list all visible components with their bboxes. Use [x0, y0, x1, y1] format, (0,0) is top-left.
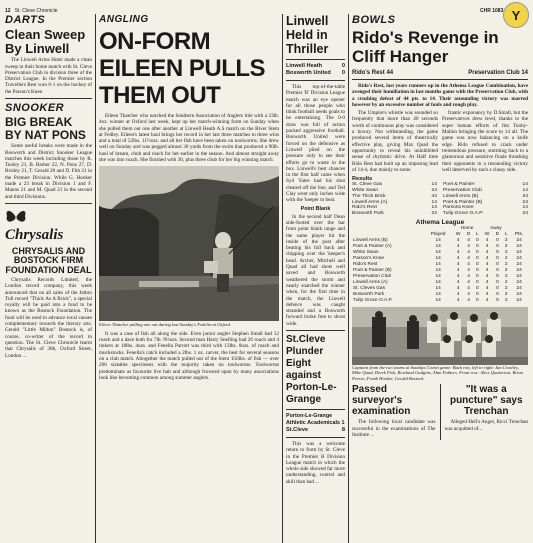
chrysalis-logo-text: Chrysalis [5, 226, 64, 243]
table-row: Preservation Club 14 4 4 0 4 0 2 24 [353, 273, 522, 279]
results-row: The Thick Brick 44 Linwell Arms (B) 24 [352, 193, 528, 199]
table-header-cell: L [504, 231, 508, 237]
column-bowls [352, 14, 528, 543]
column-rule [440, 384, 441, 440]
page-number: 12 [5, 8, 11, 14]
column-rule [95, 14, 96, 543]
result-row: St.Cleve 8 [286, 426, 345, 433]
section-bowls: BOWLS [352, 14, 396, 26]
article-darts: The Linwell Arms Hotel made a clean sweep in their home match with St. Cleve Preservation Club in division three of the District League. In the Premier section Travellers Rest won 6-1 on the hockey of the Parson's Knee. [5, 57, 92, 95]
article-rido-col-a: The Umpire's whistle was sounded so frequently that more than 40 seconds worth of continuous play was considered a luxury. Not withstanding, the game produced several items of theatrically effective play, giving Max Quad the opportunity to reveal his uninhibited sense of rhythmic drive. At Half time Rido Rest had built up an imposing lead of 14-4, due mainly to some [352, 110, 438, 173]
table-header-cell: D [495, 231, 500, 237]
result-row: Linwell Heath 0 [286, 63, 345, 69]
divider [5, 98, 92, 99]
divider [352, 79, 528, 80]
results-row: Linwell Arms (A) 14 Poet & Painter (B) 24 [352, 199, 528, 205]
article-angling-continued: It was a case of fish all along the side. Even junior angler Stephen Small had 12 roach and a dace both for 7lb. 9½ozs. Second man Harry Snelling had 26 roach and 4 tinkers at 18lbs. 4ozs. and Fenella Parrott was third with 13lbs. 8ozs. of roach and muckstocks. Fenella's catch included a 2lbs. 1 oz. carver, the best for several seasons on a club match. Altogether the match pulled out of the Stem 156lbs. of fish — over 266 sizeable specimens with the majority taken on toolworms. Toolworms predominate as favourite live bait and although frowned upon by many associations look like becoming common among summer anglers. [99, 330, 279, 381]
section-darts: DARTS [5, 14, 46, 26]
headline-chrysalis-deal: CHRYSALIS AND BOSTOCK FIRM FOUNDATION DEAL [5, 245, 92, 275]
table-row: Parson's Knee 14 4 4 0 4 0 2 24 [353, 255, 522, 261]
result-row: Porton-Le-Grange Athletic Academicals 1 [286, 412, 345, 426]
article-linwell: This top-of-the-table Premier 'B' Division League match was an eye opener for all those people who think football needs goals to be entertaining. The 0-0 draw was full of action packed aggressive football. Bosworth United were forced on the defensive as Linwell piled on the pressure only to see their efforts go to waste in the box. Linwell's best chances in the first half came when Syd Yates had his shot cleared off the line, and Ted Clay went only inches wide with the 'keeper to beat. [286, 84, 345, 204]
table-header-cell: Pts. [514, 231, 524, 237]
results-title: Results [352, 176, 373, 183]
headline-st-cleve-plunder: St.Cleve Plunder Eight against Porton-Le-Grange [286, 333, 337, 405]
article-linwell-continued: In the second half Dean side-footed over the bar from point blank range and the same player hit the inside of the post after beating his full back and chipping over the 'keeper's head. Archer, Mitchell and Quad all had shots well saved and Bosworth weathered the storm and nearly snatched the winner when, for the first time in the match, the Linwell defence was caught stranded and a Bosworth forward broke free to shoot wide. [286, 213, 345, 327]
results-row: Rido's Rest 14 Parsons Knee 14 [352, 205, 528, 211]
table-header-cell: Played [430, 231, 446, 237]
table-row: St. Cleves Gas 14 4 4 0 4 0 2 24 [353, 285, 522, 291]
column-angling [99, 14, 279, 543]
table-group-header: Home Away [460, 225, 502, 231]
headline-linwell: Linwell Held in Thriller [286, 14, 329, 56]
table-row: Bosworth Park 14 4 4 0 4 0 2 24 [353, 291, 522, 297]
article-chrysalis: Chrysalis Records Limited, the London record company, this week announced that on all sales of the Jethro Tull record "Thick As A Brick", a special royalty will be paid into a fund to be known as the Bostock Foundation. The fund will be used to advance local causes complementary towards the literary arts. Gerald "Little Milton" Bostock is, of course, co-writer of the record in question. The St. Cleve Chronicle learnt that Chrysalis of 38b, Oxford Street, London ... [5, 276, 92, 359]
article-st-cleve: This was a welcome return to form by St. Cleve in the Premier B Division League match in which the whole side showed far more understanding, control and skill than had ... [286, 440, 345, 485]
headline-surveyor: Passed surveyor's examination [352, 384, 411, 418]
angler-photo [99, 166, 279, 321]
column-left [5, 14, 92, 543]
table-row: Tulip Grove O.A.P. 14 4 4 0 4 0 2 24 [353, 297, 522, 303]
section-angling: ANGLING [99, 14, 149, 25]
divider [5, 203, 92, 204]
bottom-articles [352, 384, 528, 440]
results-row: White Swan 24 Preservation Club 14 [352, 187, 528, 193]
article-snooker: Some useful breaks were made in the Bosworth and District Snooker League matches this week including those by R. Tooley 21, B. Barber 22, N. Pons 27, D. Brisley 21, T. Gerald 28 and D. Fith 21 in the Premier Division. While G. Hooker made a 23 break in Division 1 and F. Manns 21 and M. Quad 21 in the second and third Divisions. [5, 143, 92, 200]
paper-name: St. Cleve Chronicle [14, 8, 58, 14]
captains-photo-image [352, 307, 528, 365]
divider [286, 80, 345, 81]
headline-clean-sweep: Clean Sweep By Linwell [5, 27, 86, 56]
chrysalis-brand [5, 208, 92, 226]
table-header-cell: L [476, 231, 479, 237]
divider [286, 409, 345, 410]
divider [286, 330, 345, 331]
article-surveyor [352, 384, 436, 440]
article-surveyor-text: The following local candidate was successful in the examinations of The Institute ... [352, 419, 436, 439]
table-header-cell: W [455, 231, 461, 237]
table-row: Poet & Painter (A) 14 4 4 0 4 0 2 24 [353, 243, 522, 249]
article-angling: Eileen Thatcher who notched the Southern Association of Anglers title with a 23lb. 4oz. winner at Oxford last week, kept up her match-winning form on Sunday when she pulled them out one after another at Linwell Heath A.S match on the River Stem at Fedley. Eileen's latest haul brings her record in her last three matches to three wins and a total of 52lbs. 11½ozs. and all her fish have been taken on toolworms. She drew well on Sunday and was pegged almost 30 yards from the swim that produced a 90lb. haul of bream, chub and roach for her earlier in the season. And almost straight away she was into roach. She finished with 30, plus three chub for her big winning match. [99, 113, 279, 164]
butterfly-icon [5, 208, 27, 226]
divider [286, 437, 345, 438]
article-puncture-text: Alleged Hell's Angel, Ricci Trenchan was acquitted of... [444, 419, 528, 432]
catalog-number: CHR 1083 [480, 8, 504, 14]
league-title: Athema League [415, 218, 465, 226]
table-header-cell: D [466, 231, 471, 237]
y-logo-icon: Y [503, 2, 529, 28]
photo-caption: Eileen Thatcher pulling one out during last Sunday's Fedelin at Oxford. [99, 322, 232, 328]
headline-big-break: BIG BREAK BY NAT PONS [5, 115, 86, 142]
headline-puncture: "It was a puncture" says Trenchan [449, 384, 523, 418]
results-row: St. Cleve Gas 14 Poet & Painter 14 [352, 182, 528, 188]
column-football [286, 14, 345, 543]
table-header-cell: W [484, 231, 490, 237]
table-row: Linwell Arms (A) 14 4 4 0 4 0 2 24 [353, 279, 522, 285]
table-row: Linwell Arms (B) 14 4 4 0 4 0 2 24 [353, 237, 522, 243]
league-table [352, 226, 528, 304]
column-rule [348, 14, 349, 543]
article-rido-lead: Rido's Rest, last years runners up in the Athema League Combination, have avenged their humiliation in last months game with the Preservation Club, with a crushing defeat of 44 pts. to 14. Their astounding victory was marred however by an excessive number of fouls and rough play. [352, 83, 528, 108]
result-row: Bosworth United 0 [286, 70, 345, 76]
column-rule [282, 14, 283, 543]
table-row: Rido's Rest 14 4 4 0 4 0 2 24 [353, 261, 522, 267]
article-rido-columns [352, 110, 528, 174]
subhead-point-blank: Point Blank [300, 205, 331, 212]
table-row: White Swan 14 4 4 0 4 0 2 24 [353, 249, 522, 255]
results-row: Bosworth Park 24 Tulip Grove O.A.P. 24 [352, 211, 528, 217]
captains-photo [352, 307, 528, 365]
results-list [352, 182, 528, 217]
section-snooker: SNOOKER [5, 102, 65, 115]
divider [286, 59, 345, 60]
result-row: Rido's Rest 44 Preservation Club 14 [352, 70, 528, 76]
captains-caption: Captains from the two teams at Sundays Comet game: Back row, left to right: Ian Crawley, Mike Quad, Derek Fish, Rowland Gudgins, Alan Fathers. Front row: Alice Quaterson, Brian Peerse, Frank Hooker, Gerald Bostock. [352, 364, 523, 381]
table-row: Poet & Painter (B) 14 4 4 0 4 0 2 24 [353, 267, 522, 273]
headline-rido: Rido's Revenge in Cliff Hanger [352, 28, 499, 66]
article-rido-col-b: frantic exponancy by D.Small, but the Preservatives drew level, thanks to the super human efforts of Jim Tooby-Mallon bringing the score to 14 all. The game was now balancing on a knife edge. Rido refused to crack under tremendous pressure, storming back to a glamorous and sensitive finale thrashing their opponents in a resounding victory well deserved by such a classy side. [442, 110, 528, 173]
article-puncture [445, 384, 529, 440]
headline-eileen: ON-FORM EILEEN PULLS THEM OUT [99, 28, 266, 109]
angler-photo-image [99, 166, 279, 321]
